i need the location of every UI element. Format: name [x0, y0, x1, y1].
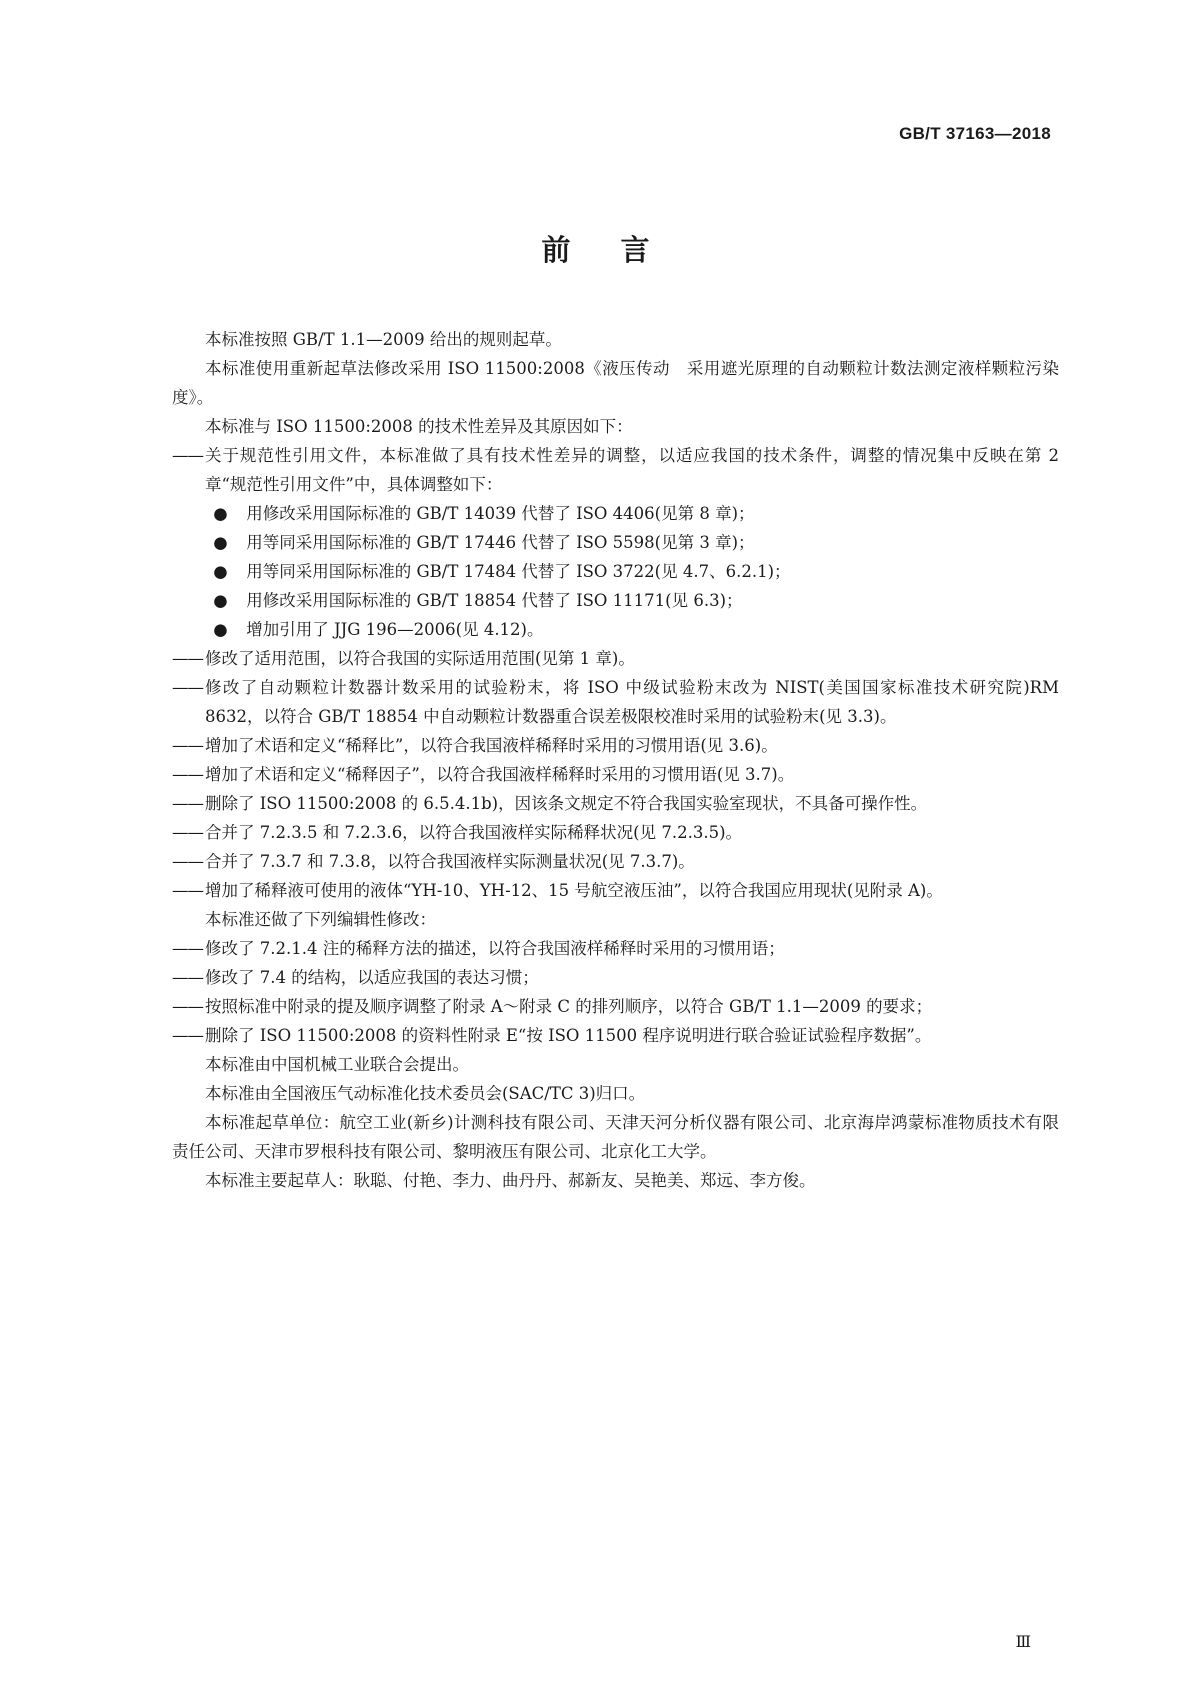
closing-paragraph: 本标准由全国液压气动标准化技术委员会(SAC/TC 3)归口。: [205, 1084, 646, 1103]
bullet-marker: ●: [213, 620, 228, 639]
dash-item: [172, 673, 1059, 731]
bullet-text: 增加引用了 JJG 196—2006(见 4.12)。: [246, 620, 544, 639]
bullet-list: [172, 499, 1059, 644]
dash-item: [172, 731, 1059, 760]
page-number: Ⅲ: [1015, 1632, 1031, 1651]
dash-item: [172, 644, 1059, 673]
dash-item: [172, 760, 1059, 789]
bullet-item: [172, 499, 1059, 528]
dash-item-text: 删除了 ISO 11500:2008 的资料性附录 E“按 ISO 11500 程序说明进行联合验证试验程序数据”。: [205, 1026, 932, 1045]
dash-item-text: 增加了术语和定义“稀释因子”，以符合我国液样稀释时采用的习惯用语(见 3.7)。: [205, 765, 795, 784]
dash-marker: ——: [172, 823, 203, 842]
dash-item: [172, 789, 1059, 818]
bullet-text: 用修改采用国际标准的 GB/T 14039 代替了 ISO 4406(见第 8 章)；: [246, 504, 755, 523]
bullet-marker: ●: [213, 533, 228, 552]
dash-marker: ——: [172, 446, 203, 465]
bullet-marker: ●: [213, 591, 228, 610]
closing-paragraph: 本标准主要起草人：耿聪、付艳、李力、曲丹丹、郝新友、吴艳美、郑远、李方俊。: [205, 1171, 816, 1190]
bullet-text: 用修改采用国际标准的 GB/T 18854 代替了 ISO 11171(见 6.3)；: [246, 591, 743, 610]
standard-code: GB/T 37163—2018: [899, 124, 1051, 143]
bullet-item: [172, 528, 1059, 557]
bullet-text: 用等同采用国际标准的 GB/T 17446 代替了 ISO 5598(见第 3 章)；: [246, 533, 755, 552]
dash-item-text: 合并了 7.3.7 和 7.3.8，以符合我国液样实际测量状况(见 7.3.7)。: [205, 852, 695, 871]
foreword-body: [172, 325, 1059, 1195]
bullet-marker: ●: [213, 504, 228, 523]
dash-item-text: 删除了 ISO 11500:2008 的 6.5.4.1b)，因该条文规定不符合我国实验室现状，不具备可操作性。: [205, 794, 928, 813]
dash-item-text: 关于规范性引用文件，本标准做了具有技术性差异的调整，以适应我国的技术条件，调整的情况集中反映在第 2 章“规范性引用文件”中，具体调整如下：: [205, 446, 1059, 494]
dash-item: [172, 934, 1059, 963]
dash-item-text: 修改了 7.2.1.4 注的稀释方法的描述，以符合我国液样稀释时采用的习惯用语；: [205, 939, 785, 958]
intro-paragraph: 本标准与 ISO 11500:2008 的技术性差异及其原因如下：: [205, 417, 633, 436]
dash-item-text: 增加了术语和定义“稀释比”，以符合我国液样稀释时采用的习惯用语(见 3.6)。: [205, 736, 778, 755]
title-char-2: 言: [620, 233, 650, 267]
dash-item: [172, 963, 1059, 992]
closing-paragraph: 本标准起草单位：航空工业(新乡)计测科技有限公司、天津天河分析仪器有限公司、北京海岸鸿蒙标准物质技术有限责任公司、天津市罗根科技有限公司、黎明液压有限公司、北京化工大学。: [172, 1113, 1059, 1161]
bullet-text: 用等同采用国际标准的 GB/T 17484 代替了 ISO 3722(见 4.7、6.2.1)；: [246, 562, 791, 581]
page-title: [0, 228, 1191, 269]
dash-marker: ——: [172, 736, 203, 755]
dash-item: [172, 847, 1059, 876]
intro-paragraph: 本标准按照 GB/T 1.1—2009 给出的规则起草。: [205, 330, 562, 349]
bullet-item: [172, 586, 1059, 615]
dash-marker: ——: [172, 794, 203, 813]
bullet-item: [172, 557, 1059, 586]
dash-marker: ——: [172, 852, 203, 871]
closing-paragraph: 本标准由中国机械工业联合会提出。: [205, 1055, 469, 1074]
dash-marker: ——: [172, 649, 203, 668]
dash-item-text: 修改了自动颗粒计数器计数采用的试验粉末，将 ISO 中级试验粉末改为 NIST(美国国家标准技术研究院)RM 8632，以符合 GB/T 18854 中自动颗粒计数器重合误差极限校准时采用的试验粉末(见 3.3)。: [205, 678, 1059, 726]
dash-marker: ——: [172, 678, 203, 697]
dash-item: [172, 1021, 1059, 1050]
bullet-item: [172, 615, 1059, 644]
dash-item: [172, 876, 1059, 905]
dash-item: [172, 818, 1059, 847]
dash-marker: ——: [172, 968, 203, 987]
dash-marker: ——: [172, 1026, 203, 1045]
dash-item-text: 修改了适用范围，以符合我国的实际适用范围(见第 1 章)。: [205, 649, 635, 668]
dash-item-text: 合并了 7.2.3.5 和 7.2.3.6，以符合我国液样实际稀释状况(见 7.2.3.5)。: [205, 823, 743, 842]
dash-item-text: 修改了 7.4 的结构，以适应我国的表达习惯；: [205, 968, 539, 987]
bullet-marker: ●: [213, 562, 228, 581]
dash-marker: ——: [172, 939, 203, 958]
dash-item-text: 按照标准中附录的提及顺序调整了附录 A～附录 C 的排列顺序，以符合 GB/T 1.1—2009 的要求；: [205, 997, 933, 1016]
editorial-intro: 本标准还做了下列编辑性修改：: [205, 910, 436, 929]
title-char-1: 前: [541, 233, 571, 267]
dash-marker: ——: [172, 997, 203, 1016]
dash-item-text: 增加了稀释液可使用的液体“YH-10、YH-12、15 号航空液压油”，以符合我国应用现状(见附录 A)。: [205, 881, 943, 900]
dash-item: [172, 992, 1059, 1021]
intro-paragraph: 本标准使用重新起草法修改采用 ISO 11500:2008《液压传动 采用遮光原理的自动颗粒计数法测定液样颗粒污染度》。: [172, 359, 1059, 407]
dash-item: [172, 441, 1059, 499]
dash-marker: ——: [172, 765, 203, 784]
dash-marker: ——: [172, 881, 203, 900]
